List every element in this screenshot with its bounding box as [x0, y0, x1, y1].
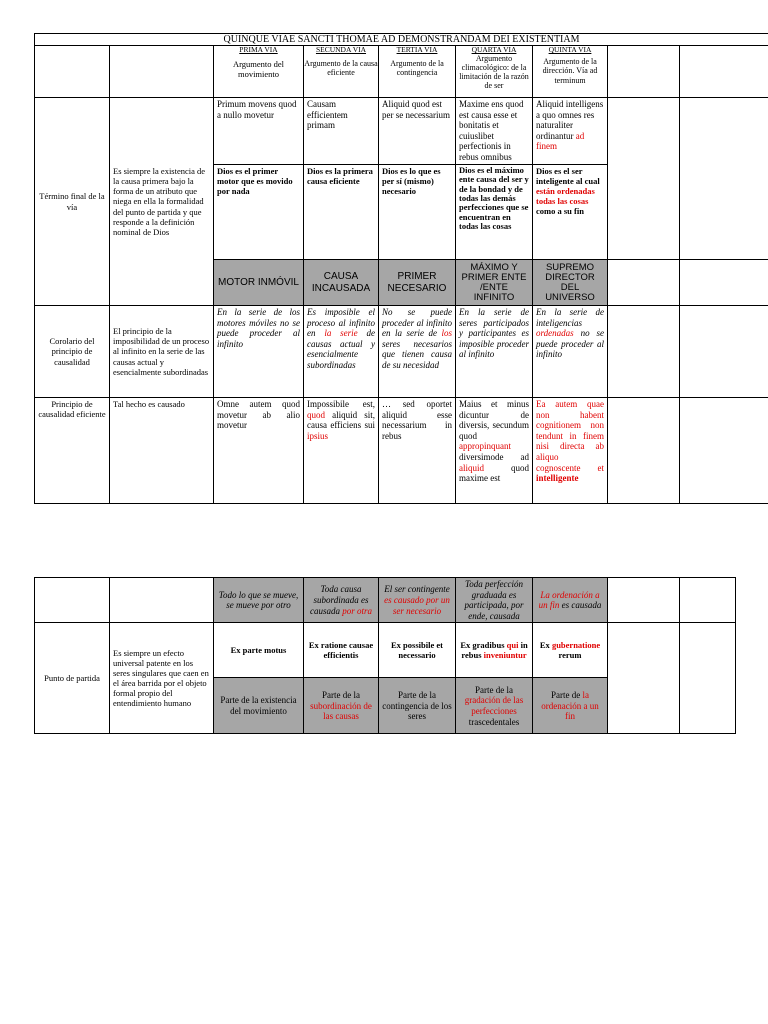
partida-spanish-cell-3: Parte de la contingencia de los seres — [379, 678, 456, 734]
empty-cell — [680, 98, 768, 260]
partida-text: Parte de la — [475, 684, 513, 695]
via-label: PRIMA VIA — [239, 45, 278, 54]
via-label: QUINTA VIA — [548, 45, 592, 54]
name-cell-5: SUPREMO DIRECTOR DEL UNIVERSO — [533, 260, 608, 306]
argument-label: Argumento de la causa eficiente — [304, 59, 378, 78]
name-cell-3: PRIMER NECESARIO — [379, 260, 456, 306]
header-blank-cell — [110, 46, 214, 98]
partida-text: Parte de — [551, 690, 583, 701]
latin-cell-3: Aliquid quod est per se necessarium — [379, 98, 456, 165]
principio-text-highlight: appropinquant — [459, 441, 511, 452]
dios-cell-2: Dios es la primera causa eficiente — [304, 165, 379, 260]
principio-text: diversimode ad — [459, 452, 529, 463]
latin-text: Aliquid intelligens a quo omnes res naturaliter ordinantur — [536, 99, 604, 141]
partida-text-highlight: gradación de las perfecciones — [464, 695, 524, 716]
corolario-cell-2 — [304, 306, 379, 398]
dios-text: como a su fin — [536, 206, 584, 217]
partida-latin-cell-5 — [533, 623, 608, 678]
principio-text: aliquid sit, causa efficiens sui — [307, 409, 375, 431]
partida-text: rerum — [558, 650, 582, 661]
partida-text-highlight: subordinación de las causas — [310, 700, 372, 722]
corolario-text: seres necesarios que tienen causa de su necesidad — [382, 338, 452, 371]
principio-text: Maius et minus dicuntur de diversis, secundum quod — [459, 399, 529, 441]
empty-cell — [608, 46, 680, 98]
table-title: QUINQUE VIAE SANCTI THOMAE AD DEMONSTRANDAM DEI EXISTENTIAM — [35, 34, 768, 46]
header-via-3 — [379, 46, 456, 98]
principio-cell-3: … sed oportet aliquid esse necessarium in rebus — [379, 398, 456, 504]
dios-cell-4: Dios es el máximo ente causa del ser y de la bondad y de todas las demás perfecciones que se encuentran en todas las cosas — [456, 165, 533, 260]
empty-cell — [608, 98, 680, 260]
header-blank-cell — [35, 46, 110, 98]
empty-cell — [608, 623, 680, 734]
empty-cell — [680, 306, 768, 398]
partida-spanish-cell-4 — [456, 678, 533, 734]
principio-text: Impossibile est, — [307, 399, 375, 409]
name-cell-2: CAUSA INCAUSADA — [304, 260, 379, 306]
partida-spanish-cell-1: Parte de la existencia del movimiento — [214, 678, 304, 734]
empty-cell — [35, 578, 110, 623]
partida-text: Parte de la — [322, 690, 360, 701]
row-label-partida: Punto de partida — [35, 623, 110, 734]
corolario-text-highlight: la serie — [324, 328, 358, 339]
empty-cell — [680, 46, 768, 98]
principio-text-highlight: Ea autem quae non habent cognitionem non tendunt in finem nisi directa ab aliquo cognoscente et — [536, 399, 604, 473]
dios-text: Dios es el ser inteligente al cual — [536, 166, 600, 187]
partida-text-highlight: por otra — [342, 605, 372, 616]
partida-gray-cell-4: Toda perfección graduada es participada, por ende, causada — [456, 578, 533, 623]
name-cell-4: MÁXIMO Y PRIMER ENTE /ENTE INFINITO — [456, 260, 533, 306]
header-via-2 — [304, 46, 379, 98]
corolario-text-highlight: ordenadas — [536, 328, 574, 339]
partida-text-highlight: es causado por un ser necesario — [384, 594, 450, 616]
corolario-cell-3 — [379, 306, 456, 398]
partida-gray-cell-2 — [304, 578, 379, 623]
partida-latin-cell-1: Ex parte motus — [214, 623, 304, 678]
empty-cell — [680, 260, 768, 306]
partida-text-highlight: gubernatione — [551, 640, 601, 651]
latin-cell-5 — [533, 98, 608, 165]
header-via-1 — [214, 46, 304, 98]
via-label: QUARTA VIA — [471, 45, 517, 54]
partida-text: Ex gradibus — [460, 640, 507, 651]
corolario-cell-1: En la serie de los motores móviles no se puede proceder al infinito — [214, 306, 304, 398]
dios-cell-5 — [533, 165, 608, 260]
partida-text: trascedentales — [468, 716, 520, 727]
name-cell-1: MOTOR INMÓVIL — [214, 260, 304, 306]
partida-description: Es siempre un efecto universal patente en los seres singulares que caen en el área barrida por el objeto formal propio del entendimiento humano — [110, 623, 214, 734]
partida-spanish-cell-5 — [533, 678, 608, 734]
partida-text-highlight: la ordenación a un fin — [541, 690, 599, 722]
principio-text-highlight: quod — [307, 409, 325, 420]
principio-cell-2 — [304, 398, 379, 504]
partida-latin-cell-4 — [456, 623, 533, 678]
corolario-text: de causas actual y esencialmente subordinadas — [307, 328, 375, 371]
dios-cell-1: Dios es el primer motor que es movido por nada — [214, 165, 304, 260]
partida-gray-cell-1: Todo lo que se mueve, se mueve por otro — [214, 578, 304, 623]
via-label: TERTIA VIA — [396, 45, 438, 54]
empty-cell — [608, 306, 680, 398]
partida-text-highlight: inveniuntur — [483, 650, 527, 661]
partida-text-highlight: La ordenación a un fin — [538, 589, 600, 611]
principio-cell-5 — [533, 398, 608, 504]
principio-text: quod maxime est — [459, 462, 529, 484]
latin-cell-2: Causam efficientem primam — [304, 98, 379, 165]
empty-cell — [680, 623, 736, 734]
argument-label: Argumento climacológico: de la limitación de la razón de ser — [459, 54, 529, 90]
principio-cell-1: Omne autem quod movetur ab alio movetur — [214, 398, 304, 504]
row-label-principio: Principio de causalidad eficiente — [35, 398, 110, 504]
latin-text-highlight: ad finem — [536, 130, 585, 152]
partida-text: Toda causa subordinada es causada — [309, 584, 369, 616]
partida-text: es causada — [559, 600, 602, 611]
header-via-4 — [456, 46, 533, 98]
via-label: SECUNDA VIA — [315, 45, 367, 54]
partida-gray-cell-5 — [533, 578, 608, 623]
starting-point-table — [34, 577, 736, 734]
empty-cell — [608, 398, 680, 504]
partida-spanish-cell-2 — [304, 678, 379, 734]
argument-label: Argumento de la contingencia — [390, 59, 444, 78]
corolario-text: En la serie de inteligencias — [536, 307, 604, 328]
latin-cell-1: Primum movens quod a nullo movetur — [214, 98, 304, 165]
empty-cell — [110, 578, 214, 623]
row-label-corolario: Corolario del principio de causalidad — [35, 306, 110, 398]
partida-text-highlight: qui — [506, 640, 519, 651]
row-label-termino: Término final de la vía — [35, 98, 110, 306]
corolario-text: No se puede proceder al infinito en la serie de — [382, 307, 452, 339]
partida-text: in rebus — [461, 640, 528, 661]
corolario-text: Es imposible el proceso al infinito en — [307, 307, 375, 339]
corolario-text: no se puede proceder al infinito — [536, 328, 604, 360]
dios-text-highlight: están ordenadas todas las cosas — [536, 186, 595, 207]
partida-gray-cell-3 — [379, 578, 456, 623]
empty-cell — [680, 578, 736, 623]
argument-label: Argumento del movimiento — [232, 59, 285, 80]
corolario-cell-4: En la serie de seres participados y participantes es imposible proceder al infinito — [456, 306, 533, 398]
corolario-text-highlight: los — [441, 328, 452, 339]
principio-cell-4 — [456, 398, 533, 504]
empty-cell — [608, 578, 680, 623]
partida-latin-cell-3: Ex possibile et necessario — [379, 623, 456, 678]
termino-description: Es siempre la existencia de la causa primera bajo la forma de un atributo que niega en ella la formalidad del punto de partida y que responde a la definición nominal de Dios — [110, 98, 214, 306]
partida-latin-cell-2: Ex ratione causae efficientis — [304, 623, 379, 678]
empty-cell — [608, 260, 680, 306]
principio-text-highlight: ipsius — [307, 430, 329, 441]
partida-text: Ex — [539, 640, 552, 651]
five-ways-table — [34, 33, 768, 504]
corolario-cell-5 — [533, 306, 608, 398]
partida-text: El ser contingente — [384, 584, 450, 595]
principio-text-highlight: intelligente — [536, 473, 579, 484]
argument-label: Argumento de la dirección. Vía ad terminum — [542, 57, 598, 85]
principio-description: Tal hecho es causado — [110, 398, 214, 504]
principio-text-highlight: aliquid — [459, 462, 484, 473]
empty-cell — [680, 398, 768, 504]
header-via-5 — [533, 46, 608, 98]
dios-cell-3: Dios es lo que es per sí (mismo) necesario — [379, 165, 456, 260]
latin-cell-4: Maxime ens quod est causa esse et bonitatis et cuiuslibet perfectionis in rebus omnibus — [456, 98, 533, 165]
corolario-description: El principio de la imposibilidad de un proceso al infinito en la serie de las causas actual y esencialmente subordinadas — [110, 306, 214, 398]
